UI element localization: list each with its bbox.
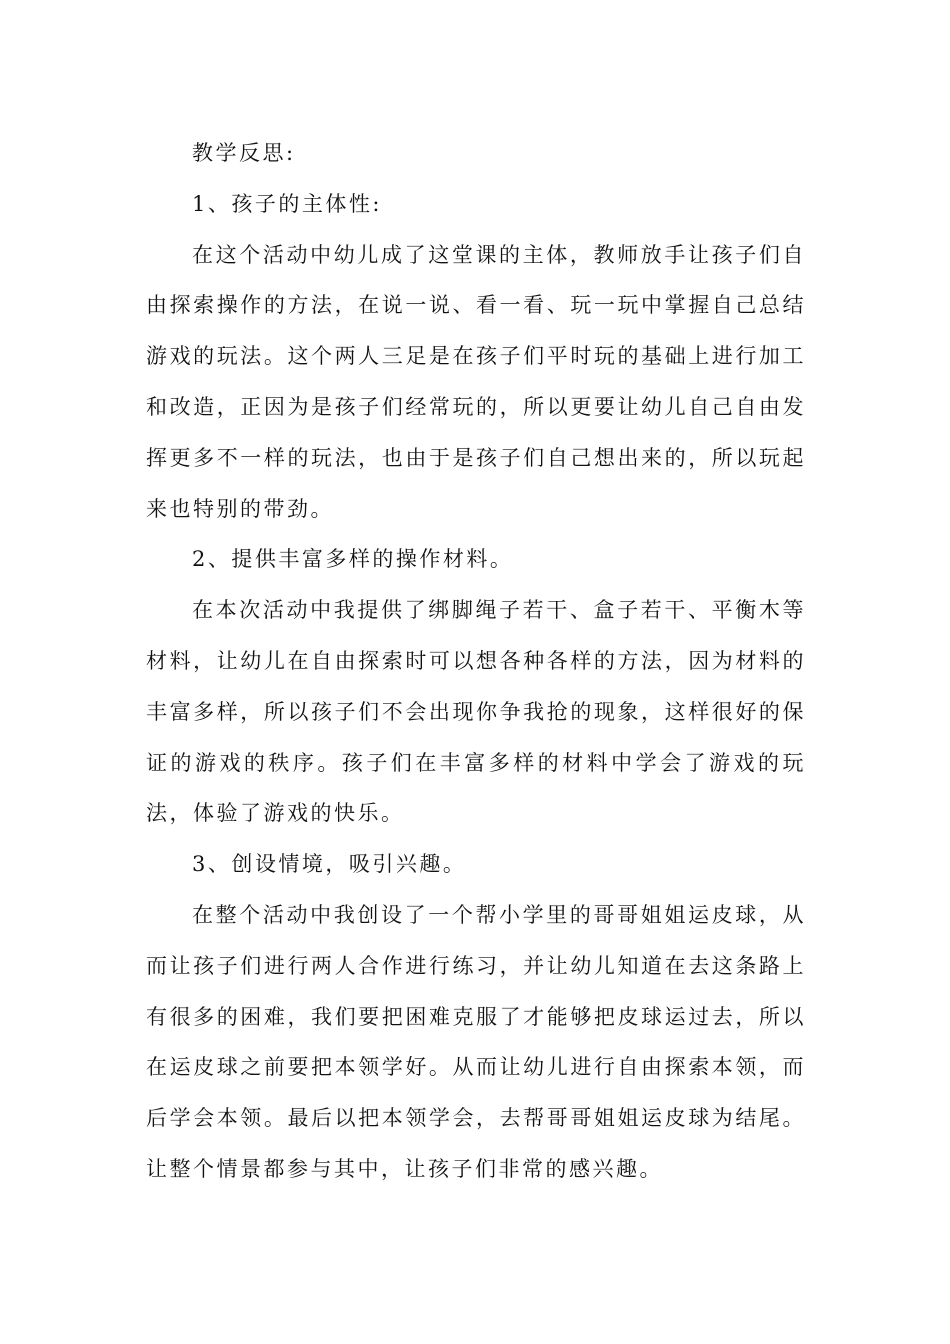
document-body (146, 128, 806, 1195)
heading-reflection: 教学反思: (192, 141, 296, 165)
section-2-title: 2、提供丰富多样的操作材料。 (192, 547, 514, 572)
section-3-body: 在整个活动中我创设了一个帮小学里的哥哥姐姐运皮球，从而让孩子们进行两人合作进行练习，并让幼儿知道在去这条路上有很多的困难，我们要把困难克服了才能够把皮球运过去，所以在运皮球之前要把本领学好。从而让幼儿进行自由探索本领，而后学会本领。最后以把本领学会，去帮哥哥姐姐运皮球为结尾。让整个情景都参与其中，让孩子们非常的感兴趣。 (146, 902, 806, 1181)
section-1-title: 1、孩子的主体性: (192, 191, 382, 216)
section-1-body: 在这个活动中幼儿成了这堂课的主体，教师放手让孩子们自由探索操作的方法，在说一说、看一看、玩一玩中掌握自己总结游戏的玩法。这个两人三足是在孩子们平时玩的基础上进行加工和改造，正因为是孩子们经常玩的，所以更要让幼儿自己自由发挥更多不一样的玩法，也由于是孩子们自己想出来的，所以玩起来也特别的带劲。 (146, 242, 806, 521)
section-3-title: 3、创设情境，吸引兴趣。 (192, 852, 467, 877)
section-2-body: 在本次活动中我提供了绑脚绳子若干、盒子若干、平衡木等材料，让幼儿在自由探索时可以想各种各样的方法，因为材料的丰富多样，所以孩子们不会出现你争我抢的现象，这样很好的保证的游戏的秩序。孩子们在丰富多样的材料中学会了游戏的玩法，体验了游戏的快乐。 (146, 598, 806, 826)
